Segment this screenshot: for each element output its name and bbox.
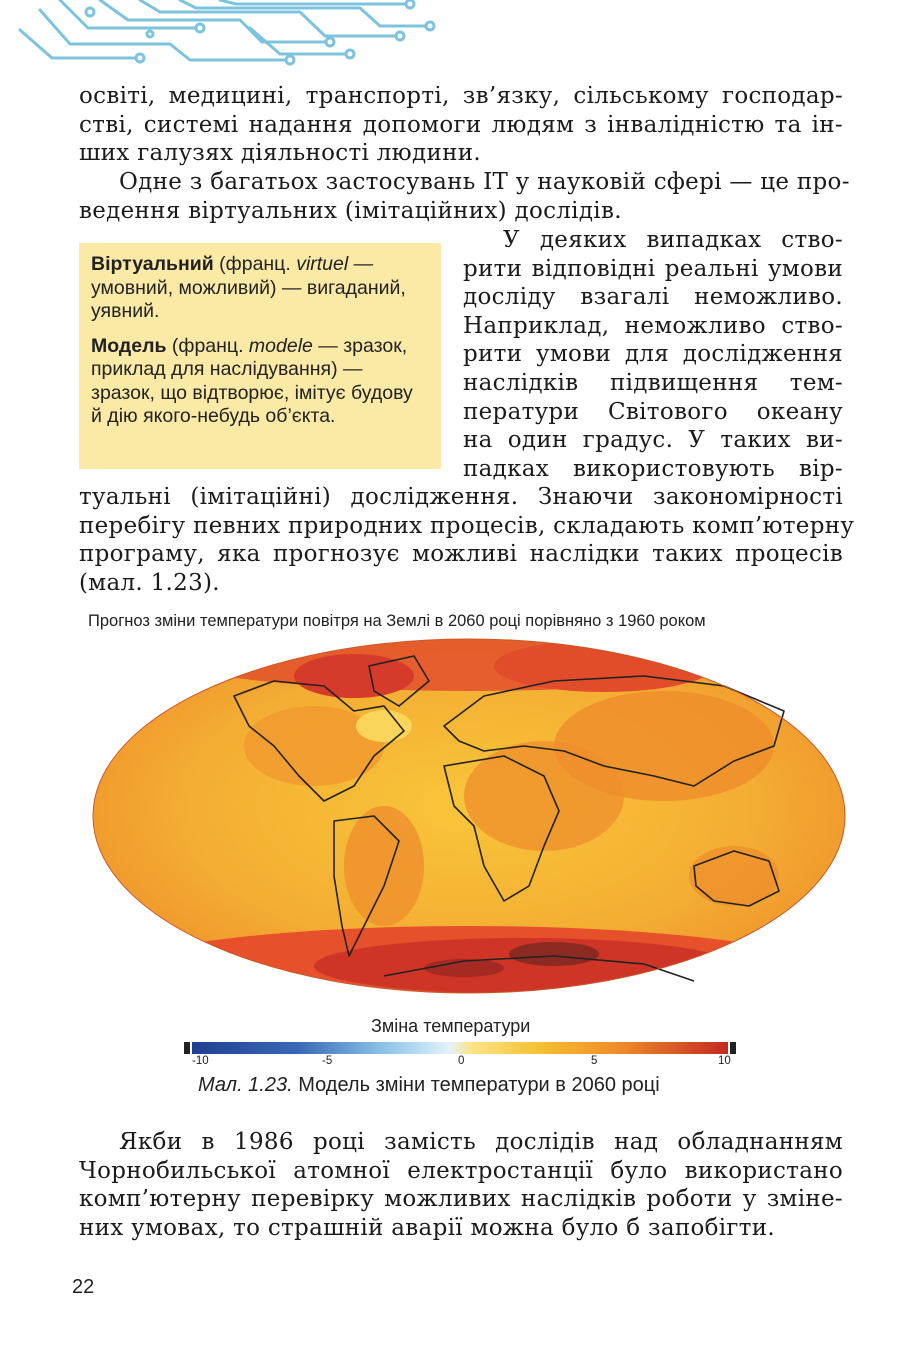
colorbar-tick: 5	[591, 1055, 598, 1067]
text-line: досліду взагалі неможливо.	[463, 284, 843, 311]
text-line: Якби в 1986 році замість дослідів над обладнанням	[119, 1129, 843, 1155]
text-line: Одне з багатьох застосувань ІТ у науковій сфері — це про-	[119, 169, 850, 195]
text-line: ператури Світового океану	[463, 398, 843, 425]
colorbar-tick: 0	[458, 1055, 465, 1067]
text-line: Наприклад, неможливо ство-	[463, 312, 843, 339]
circuit-decoration	[0, 0, 440, 72]
page-number: 22	[72, 1276, 95, 1298]
text-line: на один градус. У таких ви-	[463, 427, 843, 454]
colorbar-tick: 10	[718, 1055, 731, 1067]
glossary-term-model	[91, 335, 429, 429]
second-paragraph	[79, 168, 850, 225]
final-paragraph	[79, 1128, 843, 1242]
text-line: рити умови для дослідження	[463, 341, 843, 368]
term-origin: virtuel	[296, 253, 349, 275]
right-column-text	[463, 226, 843, 483]
colorbar-tick: -5	[322, 1055, 333, 1067]
term-pre: (франц.	[213, 253, 297, 275]
term-pre: (франц.	[166, 334, 249, 357]
text-line: (мал. 1.23).	[79, 569, 220, 596]
text-line: програму, яка прогнозує можливі наслідки таких процесів	[79, 541, 843, 568]
figure-caption-text: Модель зміни температури в 2060 році	[292, 1074, 660, 1096]
temperature-colorbar	[184, 1040, 738, 1054]
text-line: Чорнобильської атомної електростанції було використано	[79, 1157, 843, 1184]
text-line: ших галузях діяльності людини.	[79, 140, 481, 167]
text-line: перебігу певних природних процесів, складають комп’ютерну	[79, 512, 855, 539]
intro-paragraph	[79, 82, 843, 168]
text-line: У деяких випадках ство-	[503, 227, 843, 253]
text-line: комп’ютерну перевірку можливих наслідків роботи у зміне-	[79, 1186, 843, 1213]
text-line: стві, системі надання допомоги людям з інвалідністю та ін-	[79, 111, 843, 138]
temperature-map	[84, 636, 854, 1016]
figure-title: Прогноз зміни температури повітря на Землі в 2060 році порівняно з 1960 роком	[88, 612, 706, 630]
term-word: Віртуальний	[91, 253, 214, 275]
term-word: Модель	[91, 334, 167, 357]
text-line: ведення віртуальних (імітаційних) дослідів.	[79, 197, 622, 224]
text-line: падках використовують вір-	[463, 455, 843, 482]
text-line: рити відповідні реальні умови	[463, 255, 843, 282]
term-origin: modele	[248, 334, 313, 357]
figure-label: Мал. 1.23.	[198, 1074, 293, 1096]
figure-caption	[198, 1074, 660, 1097]
continuation-paragraph	[79, 483, 855, 597]
glossary-box	[79, 243, 441, 469]
text-line: них умовах, то страшній аварії можна було б запобігти.	[79, 1214, 776, 1241]
text-line: наслідків підвищення тем-	[463, 369, 843, 396]
term-definition: — зразок, приклад для наслідування) — зразок, що відтворює, імітує будову й дію якого-небудь об’єкта.	[91, 334, 413, 427]
text-line: туальні (імітаційні) дослідження. Знаючи закономірності	[79, 484, 843, 510]
glossary-term-virtual	[91, 253, 429, 324]
colorbar-tick: -10	[192, 1055, 209, 1067]
term-definition: — умовний, можливий) — вигаданий, уявний.	[91, 253, 406, 322]
text-line: освіті, медицині, транспорті, зв’язку, сільському господар-	[79, 83, 843, 109]
colorbar-title: Зміна температури	[371, 1016, 531, 1036]
